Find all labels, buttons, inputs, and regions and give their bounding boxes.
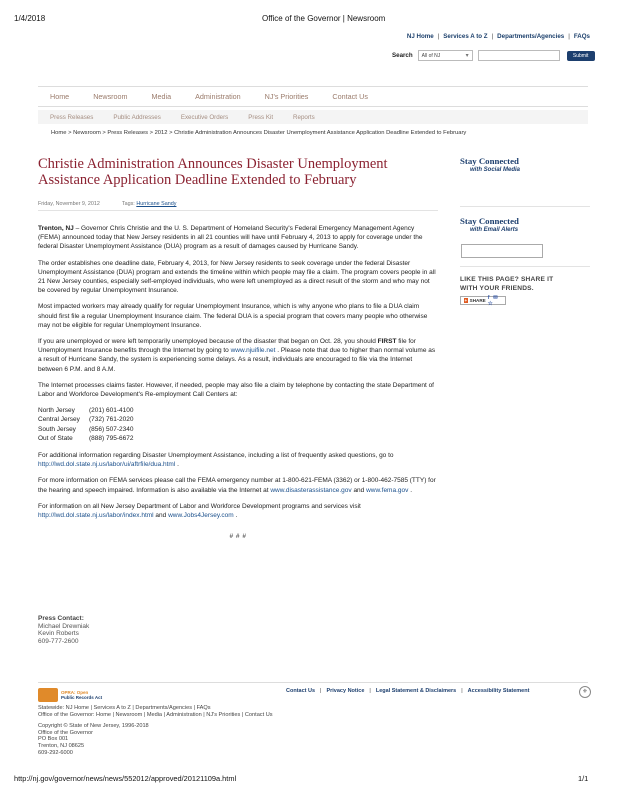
social-title: Stay Connected bbox=[460, 156, 519, 166]
search-bar bbox=[392, 50, 595, 61]
article-date: Friday, November 9, 2012 bbox=[38, 201, 100, 207]
main-nav bbox=[38, 86, 588, 107]
opra-logo[interactable]: OPRA: Open Public Records Act bbox=[38, 688, 102, 702]
footer-privacy[interactable]: Privacy Notice bbox=[326, 688, 365, 694]
copyright: Copyright © State of New Jersey, 1996-2018 bbox=[38, 723, 149, 730]
press-contact-heading: Press Contact: bbox=[38, 615, 84, 622]
paragraph: For additional information regarding Disaster Unemployment Assistance, including a list of frequently asked questions, go to http://lwd.dol.state.nj.us/labor/ui/aftrfile/dua.html . bbox=[38, 452, 394, 469]
footer-statewide-links[interactable]: Statewide: NJ Home | Services A to Z | Departments/Agencies | FAQs bbox=[38, 705, 211, 711]
contact-region: South Jersey bbox=[38, 425, 76, 433]
email-subtitle[interactable]: with Email Alerts bbox=[470, 227, 519, 233]
main-nav-priorities[interactable]: NJ's Priorities bbox=[264, 92, 309, 101]
address-line: 609-292-6000 bbox=[38, 749, 73, 756]
contact-phone: (856) 507-2340 bbox=[89, 425, 134, 433]
sub-nav-public-addresses[interactable]: Public Addresses bbox=[113, 113, 161, 121]
sub-nav-reports[interactable]: Reports bbox=[293, 113, 315, 121]
divider bbox=[460, 206, 590, 207]
contact-region: North Jersey bbox=[38, 407, 75, 415]
paragraph: The Internet processes claims faster. However, if needed, people may also file a claim by telephone by contacting the state Department of Labor and Workforce Development's Re-employment Call Centers at: bbox=[38, 381, 434, 399]
footer-accessibility[interactable]: Accessibility Statement bbox=[467, 688, 530, 694]
jobs4jersey-link[interactable]: www.Jobs4Jersey.com bbox=[168, 512, 234, 520]
opra-icon bbox=[38, 688, 58, 702]
social-share-icons: f ✉ ☆ bbox=[487, 294, 499, 307]
divider bbox=[38, 210, 438, 211]
sub-nav-press-kit[interactable]: Press Kit bbox=[248, 113, 274, 121]
footer-info bbox=[38, 705, 273, 756]
press-contact-name: Michael Drewniak bbox=[38, 622, 90, 630]
top-nav: NJ Home | Services A to Z | Departments/Agencies | FAQs bbox=[406, 33, 590, 40]
search-input[interactable] bbox=[478, 50, 560, 61]
end-mark: # # # bbox=[229, 533, 247, 541]
call-center-list bbox=[38, 406, 438, 443]
share-widget bbox=[460, 296, 506, 305]
state-seal-icon: ⚜ bbox=[579, 686, 591, 698]
search-label: Search bbox=[392, 52, 413, 59]
footer-links: Contact Us | Privacy Notice | Legal Statement & Disclaimers | Accessibility Statement bbox=[286, 688, 530, 694]
plus-icon: + bbox=[464, 298, 468, 303]
sub-nav bbox=[38, 110, 588, 124]
search-submit-button[interactable]: Submit bbox=[567, 51, 595, 61]
paragraph: If you are unemployed or were left temporarily unemployed because of the disaster that began on Oct. 28, you should FIRST file for Unemployment Insurance benefits through the Internet by going to www.njuifile.net . Please note that due to higher than normal volume as a result of Hurricane Sandy, the system is experiencing some delays. As a result, individuals are encouraged to file via the Internet between 6 P.M. and 8 A.M. bbox=[38, 338, 436, 373]
footer-office-links[interactable]: Office of the Governor: Home | Newsroom | Media | Administration | NJ's Priorities | Contact Us bbox=[38, 711, 273, 718]
njuifile-link[interactable]: www.njuifile.net bbox=[230, 347, 276, 355]
contact-region: Central Jersey bbox=[38, 416, 80, 424]
press-contact-name: Kevin Roberts bbox=[38, 630, 79, 638]
contact-phone: (732) 761-2020 bbox=[89, 416, 134, 424]
divider bbox=[460, 266, 590, 267]
address-line: PO Box 001 bbox=[38, 736, 69, 743]
footer-contact-us[interactable]: Contact Us bbox=[286, 688, 316, 694]
email-title: Stay Connected bbox=[460, 216, 519, 226]
paragraph: For more information on FEMA services please call the FEMA emergency number at 1-800-621-FEMA (3362) or 1-800-462-7585 (TTY) for the hearing and speech impaired. Information is also available via the Internet at www.disasterassistance.gov and www.fema.gov . bbox=[38, 477, 436, 494]
press-contact-phone: 609-777-2600 bbox=[38, 637, 79, 645]
page-title: Christie Administration Announces Disaster Unemployment Assistance Application Deadline Extended to February bbox=[38, 156, 388, 188]
fema-link[interactable]: www.fema.gov bbox=[366, 486, 409, 494]
main-nav-administration[interactable]: Administration bbox=[195, 92, 241, 101]
print-page-number: 1/1 bbox=[578, 774, 589, 783]
main-nav-newsroom[interactable]: Newsroom bbox=[93, 92, 128, 101]
paragraph: The order establishes one deadline date, February 4, 2013, for New Jersey residents to seek coverage under the federal Disaster Unemployment Assistance (DUA) program and extends the timeline within which people may file a claim. The program covers people in all 21 New Jersey counties, especially self-employed individuals, who were left unemployed as a direct result of the storm and who may not be covered by regular Unemployment Insurance. bbox=[38, 259, 436, 295]
top-nav-departments[interactable]: Departments/Agencies bbox=[497, 33, 565, 40]
address-line: Office of the Governor bbox=[38, 729, 93, 736]
top-nav-faqs[interactable]: FAQs bbox=[573, 33, 590, 40]
dua-link[interactable]: http://lwd.dol.state.nj.us/labor/ui/aftrfile/dua.html bbox=[38, 461, 176, 469]
contact-region: Out of State bbox=[38, 434, 73, 442]
paragraph: Trenton, NJ – Governor Chris Christie and the U. S. Department of Homeland Security's Federal Emergency Management Agency (FEMA) announced today that New Jersey residents in all 21 counties will have until February 4, 2013 to apply for coverage under the federal Disaster Unemployment Assistance (DUA) program as a result of damages caused by Hurricane Sandy. bbox=[38, 225, 423, 251]
sub-nav-executive-orders[interactable]: Executive Orders bbox=[180, 113, 229, 121]
address-line: Trenton, NJ 08625 bbox=[38, 742, 85, 749]
top-nav-nj-home[interactable]: NJ Home bbox=[406, 33, 434, 40]
article-tags: Tags: Hurricane Sandy bbox=[121, 201, 177, 207]
share-prompt: LIKE THIS PAGE? SHARE IT WITH YOUR FRIENDS. bbox=[460, 276, 554, 292]
email-alerts-block bbox=[460, 216, 590, 233]
paragraph: Most impacted workers may already qualify for regular Unemployment Insurance, which is why anyone who plans to file a DUA claim should first file a regular Unemployment Insurance claim. The federal DUA is a special program that covers many people who otherwise may not be eligible for regular Unemployment Insurance. bbox=[38, 303, 428, 329]
search-scope-select[interactable]: All of NJ ▾ bbox=[418, 50, 473, 61]
breadcrumb[interactable]: Home > Newsroom > Press Releases > 2012 > Christie Administration Announces Disaster Unemployment Assistance Application Deadline Extended to February bbox=[51, 130, 467, 136]
chevron-down-icon: ▾ bbox=[465, 53, 469, 59]
sub-nav-press-releases[interactable]: Press Releases bbox=[50, 113, 94, 121]
print-date: 1/4/2018 bbox=[14, 14, 46, 23]
contact-phone: (888) 795-6672 bbox=[89, 434, 134, 442]
press-contact bbox=[38, 615, 89, 645]
print-url: http://nj.gov/governor/news/news/552012/approved/20121109a.html bbox=[14, 774, 237, 783]
paragraph: For information on all New Jersey Department of Labor and Workforce Development programs and services visit http://lwd.dol.state.nj.us/labor/index.html and www.Jobs4Jersey.com . bbox=[38, 502, 361, 520]
contact-phone: (201) 601-4100 bbox=[89, 407, 134, 415]
main-nav-contact[interactable]: Contact Us bbox=[332, 92, 368, 101]
main-nav-home[interactable]: Home bbox=[50, 92, 70, 101]
disasterassistance-link[interactable]: www.disasterassistance.gov bbox=[270, 486, 352, 494]
lwd-link[interactable]: http://lwd.dol.state.nj.us/labor/index.html bbox=[38, 512, 154, 520]
article-body bbox=[38, 224, 438, 541]
tag-link[interactable]: Hurricane Sandy bbox=[136, 201, 177, 207]
social-subtitle[interactable]: with Social Media bbox=[470, 167, 521, 173]
footer-legal[interactable]: Legal Statement & Disclaimers bbox=[375, 688, 457, 694]
divider bbox=[38, 682, 588, 683]
email-alerts-input[interactable] bbox=[461, 244, 543, 258]
print-title: Office of the Governor | Newsroom bbox=[262, 14, 386, 23]
social-media-block bbox=[460, 156, 590, 173]
top-nav-services[interactable]: Services A to Z bbox=[443, 33, 488, 40]
share-button[interactable]: + SHARE f ✉ ☆ bbox=[460, 296, 506, 305]
article-meta bbox=[38, 201, 176, 207]
main-nav-media[interactable]: Media bbox=[151, 92, 172, 101]
